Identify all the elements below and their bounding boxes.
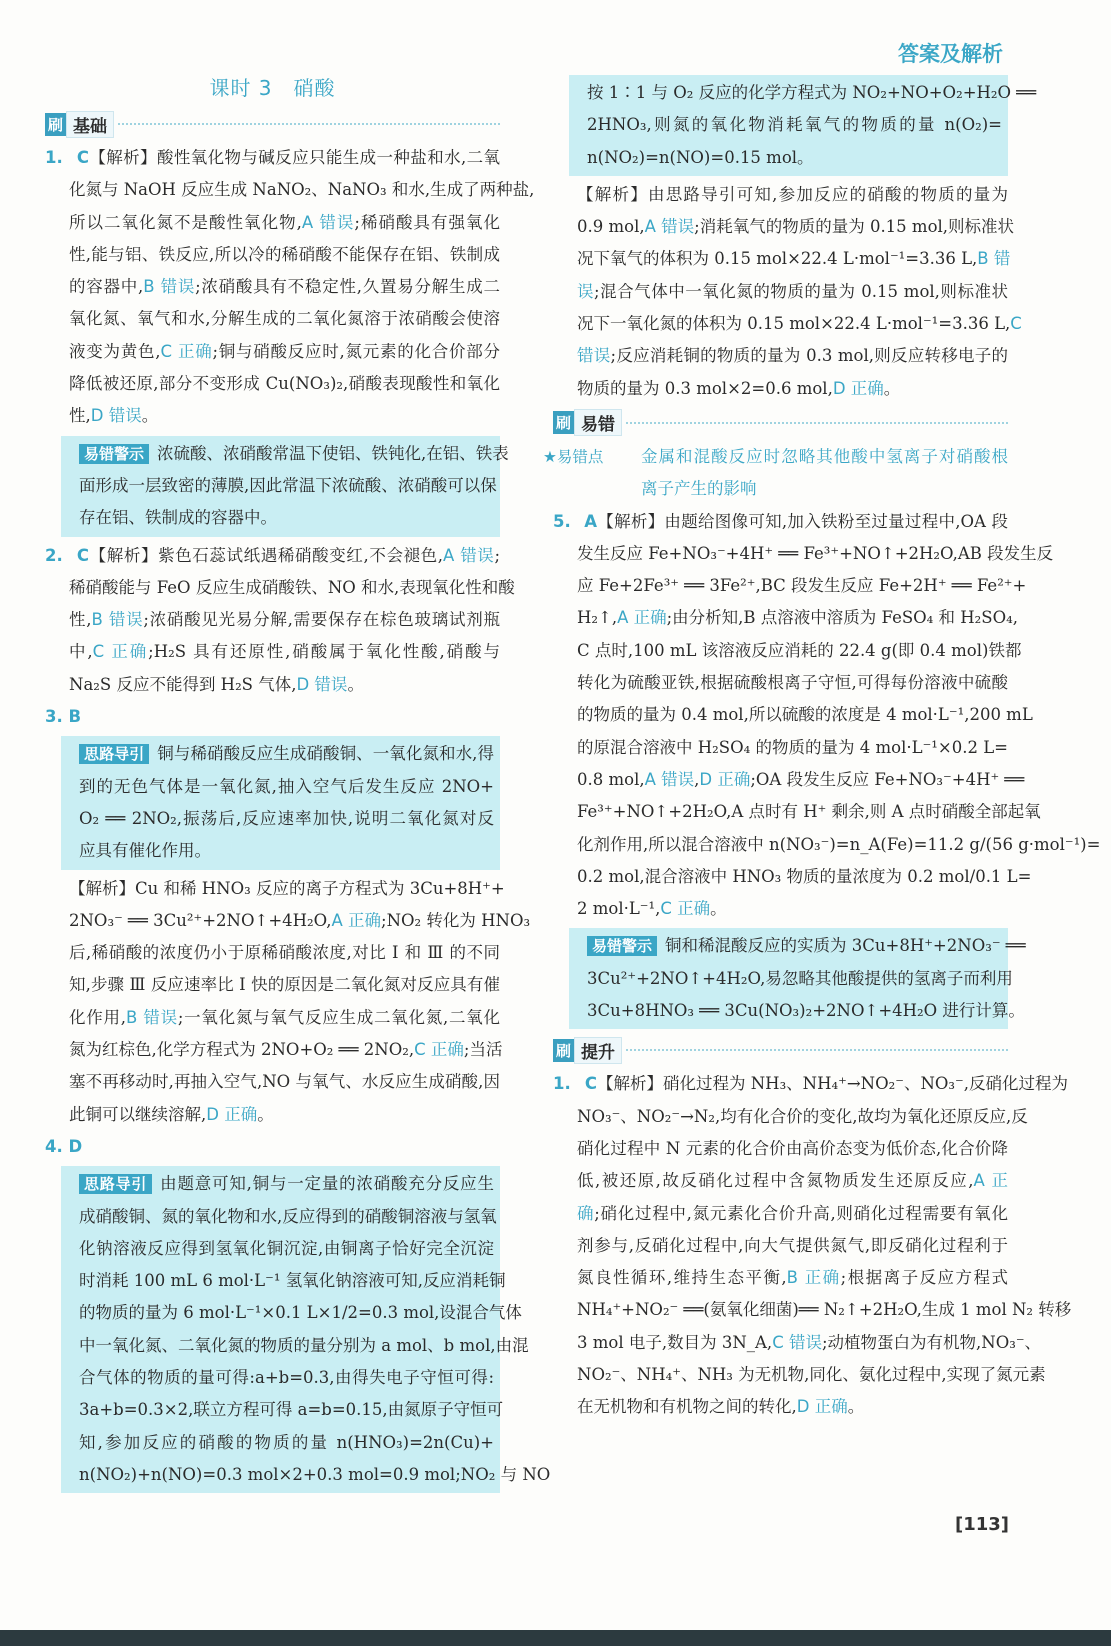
- highlight-box: [569, 75, 1037, 176]
- verdict-text: A 错误: [443, 545, 495, 565]
- verdict-text: A 正确: [617, 608, 667, 628]
- bottom-edge: [0, 1630, 1111, 1646]
- text-run: ;根据离子反应方程式: [840, 1268, 1008, 1288]
- text-line: [69, 303, 500, 335]
- text-line: [45, 701, 500, 733]
- text-line: [577, 699, 1033, 731]
- text-run: 此铜可以继续溶解,: [69, 1104, 207, 1124]
- text-run: ;硝化过程中,氮元素化合价升高,则硝化过程需要有氧化: [594, 1203, 1008, 1223]
- text-run: ;消耗氧气的物质的量为 0.15 mol,则标准状: [694, 217, 1015, 237]
- question-number: 5. A: [553, 511, 597, 531]
- text-run: 转化为硫酸亚铁,根据硫酸根离子守恒,可得每份溶液中硫酸: [577, 673, 1008, 693]
- text-run: 硝化过程中 N 元素的化合价由高价态变为低价态,化合价降: [577, 1138, 1008, 1158]
- text-run: 中一氧化氮、二氧化氮的物质的量分别为 a mol、b mol,由混: [79, 1335, 529, 1355]
- verdict-text: 确: [577, 1203, 595, 1223]
- text-line: [577, 893, 1008, 925]
- text-run: O₂ ══ 2NO₂,振荡后,反应速率加快,说明二氧化氮对反: [79, 808, 494, 828]
- text-line: [69, 1066, 500, 1098]
- text-run: 0.8 mol,: [577, 769, 645, 789]
- text-run: 2HNO₃,则氮的氧化物消耗氧气的物质的量 n(O₂)=: [587, 115, 1002, 135]
- text-run: 3 mol 电子,数目为 3N_A,: [577, 1332, 773, 1352]
- text-run: 按 1∶1 与 O₂ 反应的化学方程式为 NO₂+NO+O₂+H₂O ══: [587, 83, 1037, 102]
- text-run: 铜与稀硝酸反应生成硝酸铜、一氧化氮和水,得: [157, 744, 494, 764]
- text-run: n(NO₂)=n(NO)=0.15 mol。: [587, 147, 814, 167]
- text-line: [641, 473, 1008, 505]
- verdict-text: C 正确: [92, 642, 149, 662]
- section-name: 易错: [574, 409, 622, 436]
- text-run: 的物质的量为 0.4 mol,所以硫酸的浓度是 4 mol·L⁻¹,200 mL: [577, 705, 1033, 725]
- text-line: [587, 142, 1002, 174]
- text-run: ;混合气体中一氧化氮的物质的量为 0.15 mol,则标准状: [594, 281, 1009, 301]
- verdict-text: C: [1010, 314, 1022, 334]
- text-run: 化钠溶液反应得到氢氧化铜沉淀,由铜离子恰好完全沉淀: [79, 1238, 494, 1258]
- section-header: [553, 1032, 1008, 1068]
- text-line: [577, 211, 1015, 243]
- text-run: 3Cu+8HNO₃ ══ 3Cu(NO₃)₂+2NO↑+4H₂O 进行计算。: [587, 1001, 1025, 1021]
- verdict-text: B 错: [977, 249, 1011, 269]
- text-run: 所以二氧化氮不是酸性氧化物,: [69, 212, 302, 232]
- text-run: ;OA 段发生反应 Fe+NO₃⁻+4H⁺ ══: [750, 769, 1025, 789]
- text-run: 2 mol·L⁻¹,: [577, 899, 661, 919]
- text-line: [69, 604, 500, 636]
- text-run: 0.2 mol,混合溶液中 HNO₃ 物质的量浓度为 0.2 mol/0.1 L=: [577, 866, 1032, 886]
- text-line: [587, 963, 1013, 995]
- text-run: ;反应消耗铜的物质的量为 0.3 mol,则反应转移电子的: [610, 346, 1008, 366]
- text-run: 3a+b=0.3×2,联立方程可得 a=b=0.15,由氮原子守恒可: [79, 1400, 504, 1420]
- text-run: 。: [141, 406, 159, 426]
- answer-item: [45, 540, 515, 701]
- text-run: 化作用,: [69, 1007, 127, 1027]
- question-number: 1. C: [553, 1074, 597, 1094]
- verdict-text: B 错误: [91, 610, 144, 630]
- text-run: 存在铝、铁制成的容器中。: [79, 508, 277, 528]
- text-line: [577, 1327, 1042, 1359]
- verdict-text: A 错误: [644, 769, 695, 789]
- text-line: [79, 1362, 494, 1394]
- text-line: [69, 873, 505, 905]
- text-line: [79, 1168, 494, 1200]
- verdict-text: D 正确: [699, 769, 751, 789]
- verdict-text: A 正确: [331, 910, 382, 930]
- text-line: [577, 829, 1101, 861]
- text-run: 性,: [69, 610, 92, 630]
- text-run: Fe³⁺+NO↑+2H₂O,A 点时有 H⁺ 剩余,则 A 点时硝酸全部起氧: [577, 802, 1041, 822]
- text-line: [577, 1101, 1028, 1133]
- text-line: [577, 1198, 1008, 1230]
- text-run: 的物质的量为 6 mol·L⁻¹×0.1 L×1/2=0.3 mol,设混合气体: [79, 1303, 522, 1323]
- header-title: 答案及解析: [898, 42, 1003, 66]
- dotted-divider: [118, 123, 500, 125]
- text-run: 【解析】由思路导引可知,参加反应的硝酸的物质的量为: [577, 184, 1008, 204]
- text-line: [577, 179, 1008, 211]
- text-line: [69, 1002, 500, 1034]
- text-run: 【解析】Cu 和稀 HNO₃ 反应的离子方程式为 3Cu+8H⁺+: [69, 878, 505, 898]
- text-run: 氮良性循环,维持生态平衡,: [577, 1268, 787, 1288]
- verdict-text: 错误: [577, 346, 611, 366]
- text-run: 况下一氧化氮的体积为 0.15 mol×22.4 L·mol⁻¹=3.36 L,: [577, 314, 1011, 334]
- box-label: 思路导引: [79, 744, 149, 764]
- text-line: [577, 796, 1041, 828]
- text-line: [577, 276, 1008, 308]
- text-run: 发生反应 Fe+NO₃⁻+4H⁺ ══ Fe³⁺+NO↑+2H₂O,AB 段发生反: [577, 543, 1054, 563]
- text-run: n(NO₂)+n(NO)=0.3 mol×2+0.3 mol=0.9 mol;NO₂ 与 NO: [79, 1464, 551, 1484]
- verdict-text: B 错误: [126, 1007, 178, 1027]
- box-label: 思路导引: [79, 1174, 152, 1194]
- text-line: [553, 506, 1008, 538]
- text-run: 性,: [69, 406, 91, 426]
- section-tag: 刷: [45, 113, 66, 136]
- text-line: [577, 308, 1022, 340]
- text-line: [577, 340, 1008, 372]
- text-line: [587, 77, 1037, 109]
- text-line: [577, 635, 1022, 667]
- highlight-box: [61, 1166, 551, 1493]
- text-line: [69, 572, 515, 604]
- text-run: 降低被还原,部分不变形成 Cu(NO₃)₂,硝酸表现酸性和氧化: [69, 374, 500, 394]
- text-run: ;动植物蛋白为有机物,NO₃⁻、: [821, 1332, 1042, 1352]
- text-run: H₂↑,: [577, 608, 618, 628]
- text-line: [553, 1068, 1068, 1100]
- text-line: [69, 1099, 500, 1131]
- text-run: ;当活: [463, 1040, 503, 1060]
- text-run: 离子产生的影响: [641, 479, 757, 499]
- text-line: [79, 1394, 504, 1426]
- error-point-label: ★易错点: [543, 447, 604, 466]
- box-label: 易错警示: [79, 444, 149, 464]
- text-run: 时消耗 100 mL 6 mol·L⁻¹ 氢氧化钠溶液可知,反应消耗铜: [79, 1271, 506, 1291]
- text-run: 由题意可知,铜与一定量的浓硝酸充分反应生: [160, 1174, 494, 1194]
- lesson-title: 课时 3 硝酸: [209, 76, 336, 100]
- text-line: [45, 540, 500, 572]
- text-line: [69, 174, 535, 206]
- section-tag: 刷: [553, 411, 574, 434]
- text-line: [79, 1233, 494, 1265]
- text-line: [69, 239, 500, 271]
- section-name: 基础: [66, 111, 114, 138]
- text-run: 低,被还原,故反硝化过程中含氮物质发生还原反应,: [577, 1171, 974, 1191]
- verdict-text: D 错误: [296, 674, 348, 694]
- text-line: [577, 1165, 1008, 1197]
- verdict-text: C 正确: [160, 341, 213, 361]
- text-run: 。: [347, 674, 364, 694]
- verdict-text: C 错误: [772, 1332, 822, 1352]
- text-run: 成硝酸铜、氮的氧化物和水,反应得到的硝酸铜溶液与氢氧: [79, 1206, 497, 1226]
- text-run: 化氮与 NaOH 反应生成 NaNO₂、NaNO₃ 和水,生成了两种盐,: [69, 180, 535, 200]
- text-run: 。: [257, 1104, 274, 1124]
- verdict-text: D 正确: [796, 1397, 848, 1417]
- text-run: 剂参与,反硝化过程中,向大气提供氮气,即反硝化过程利于: [577, 1235, 1008, 1255]
- text-line: [577, 861, 1032, 893]
- text-run: 【解析】酸性氧化物与碱反应只能生成一种盐和水,二氧: [89, 148, 500, 167]
- text-run: ,: [694, 769, 700, 789]
- text-run: 性,能与铝、铁反应,所以冷的稀硝酸不能保存在铝、铁制成: [69, 244, 500, 264]
- text-line: [79, 502, 494, 534]
- question-number: 2. C: [45, 545, 89, 565]
- verdict-text: D 正确: [832, 378, 884, 398]
- text-line: [79, 470, 497, 502]
- text-line: [79, 1427, 494, 1459]
- text-run: 物质的量为 0.3 mol×2=0.6 mol,: [577, 378, 833, 398]
- text-line: [69, 937, 500, 969]
- text-line: [79, 1330, 529, 1362]
- text-run: 在无机物和有机物之间的转化,: [577, 1397, 797, 1417]
- text-line: [79, 835, 494, 867]
- text-line: [79, 1297, 522, 1329]
- text-line: [577, 1133, 1008, 1165]
- answer-item: [45, 701, 500, 733]
- text-run: ;浓硝酸见光易分解,需要保存在棕色玻璃试剂瓶: [143, 610, 500, 630]
- text-line: [79, 438, 509, 470]
- text-run: NO₂⁻、NH₄⁺、NH₃ 为无机物,同化、氨化过程中,实现了氮元素: [577, 1364, 1046, 1384]
- text-line: [577, 538, 1054, 570]
- text-line: [577, 243, 1011, 275]
- highlight-box: [61, 736, 500, 869]
- text-line: [69, 669, 500, 701]
- dotted-divider: [626, 1049, 1008, 1051]
- text-line: [69, 1034, 503, 1066]
- verdict-text: B 正确: [786, 1268, 841, 1288]
- verdict-text: C 正确: [660, 899, 711, 919]
- verdict-text: B 错误: [143, 277, 196, 297]
- section-name: 提升: [574, 1037, 622, 1064]
- section-header: [45, 106, 500, 142]
- text-run: 【解析】紫色石蕊试纸遇稀硝酸变红,不会褪色,: [89, 545, 444, 565]
- text-line: [577, 1230, 1008, 1262]
- text-run: ;由分析知,B 点溶液中溶质为 FeSO₄ 和 H₂SO₄,: [666, 608, 1018, 628]
- text-run: 【解析】硝化过程为 NH₃、NH₄⁺→NO₂⁻、NO₃⁻,反硝化过程为: [597, 1074, 1068, 1094]
- text-run: ;铜与硝酸反应时,氮元素的化合价部分: [212, 341, 500, 361]
- text-line: [577, 602, 1018, 634]
- text-run: 金属和混酸反应时忽略其他酸中氢离子对硝酸根: [641, 446, 1008, 466]
- question-number: 1. C: [45, 148, 89, 167]
- text-line: [79, 1459, 551, 1491]
- text-run: 。: [847, 1397, 865, 1417]
- text-line: [587, 930, 1026, 962]
- text-line: [45, 142, 500, 174]
- text-line: [577, 667, 1008, 699]
- text-run: 稀硝酸能与 FeO 反应生成硝酸铁、NO 和水,表现氧化性和酸: [69, 577, 515, 597]
- text-run: ;浓硝酸具有不稳定性,久置易分解生成二: [195, 277, 500, 297]
- verdict-text: A 正: [973, 1171, 1008, 1191]
- text-run: 2NO₃⁻ ══ 3Cu²⁺+2NO↑+4H₂O,: [69, 910, 332, 930]
- text-run: 0.9 mol,: [577, 217, 645, 237]
- text-run: ;: [494, 545, 500, 565]
- text-run: 浓硫酸、浓硝酸常温下使铝、铁钝化,在铝、铁表: [157, 443, 509, 463]
- text-run: 的容器中,: [69, 277, 144, 297]
- text-line: [587, 109, 1002, 141]
- highlight-box: [569, 928, 1026, 1029]
- text-line: [69, 368, 500, 400]
- text-line: [79, 1201, 497, 1233]
- verdict-text: D 正确: [206, 1104, 258, 1124]
- question-number: 4. D: [45, 1136, 83, 1156]
- text-run: C 点时,100 mL 该溶液反应消耗的 22.4 g(即 0.4 mol)铁都: [577, 640, 1022, 660]
- text-line: [69, 336, 500, 368]
- box-label: 易错警示: [587, 936, 657, 956]
- text-run: 后,稀硝酸的浓度仍小于原稀硝酸浓度,对比 Ⅰ 和 Ⅲ 的不同: [69, 943, 500, 963]
- left-column: [45, 70, 551, 1496]
- text-run: 液变为黄色,: [69, 341, 161, 361]
- text-run: 塞不再移动时,再抽入空气,NO 与氧气、水反应生成硝酸,因: [69, 1072, 500, 1092]
- text-run: NO₃⁻、NO₂⁻→N₂,均有化合价的变化,故均为氧化还原反应,反: [577, 1106, 1028, 1126]
- text-run: 合气体的物质的量可得:a+b=0.3,由得失电子守恒可得:: [79, 1367, 494, 1387]
- text-run: 知,参加反应的硝酸的物质的量 n(HNO₃)=2n(Cu)+: [79, 1432, 494, 1452]
- text-line: [69, 636, 500, 668]
- text-line: [577, 1262, 1008, 1294]
- text-line: [641, 441, 1008, 473]
- text-line: [69, 271, 500, 303]
- text-run: 3Cu²⁺+2NO↑+4H₂O,易忽略其他酸提供的氢离子而利用: [587, 968, 1013, 988]
- text-line: [69, 400, 500, 432]
- text-run: 况下氧气的体积为 0.15 mol×22.4 L·mol⁻¹=3.36 L,: [577, 249, 978, 269]
- text-line: [79, 1265, 506, 1297]
- text-run: 中,: [69, 642, 93, 662]
- text-line: [587, 995, 1025, 1027]
- analysis-paragraph: [45, 873, 531, 1131]
- answer-item: [553, 506, 1101, 926]
- text-line: [45, 1131, 500, 1163]
- text-line: [577, 1359, 1046, 1391]
- verdict-text: A 错误: [644, 217, 695, 237]
- text-line: [577, 1294, 1072, 1326]
- text-run: 知,步骤 Ⅲ 反应速率比 Ⅰ 快的原因是二氧化氮对反应具有催: [69, 975, 500, 995]
- answer-item: [45, 1131, 500, 1163]
- text-run: 应 Fe+2Fe³⁺ ══ 3Fe²⁺,BC 段发生反应 Fe+2H⁺ ══ Fe²⁺+: [577, 576, 1027, 596]
- section-header: [553, 405, 1008, 441]
- text-run: 。: [883, 378, 901, 398]
- text-line: [577, 764, 1025, 796]
- text-run: 。: [710, 899, 727, 919]
- answer-item: [45, 142, 535, 433]
- text-line: [79, 771, 494, 803]
- text-line: [577, 373, 1008, 405]
- verdict-text: D 错误: [90, 406, 142, 426]
- text-run: Na₂S 反应不能得到 H₂S 气体,: [69, 674, 297, 694]
- dotted-divider: [626, 422, 1008, 424]
- section-tag: 刷: [553, 1039, 574, 1062]
- text-run: 氧化氮、氧气和水,分解生成的二氧化氮溶于浓硝酸会使溶: [69, 309, 500, 329]
- text-line: [577, 732, 1008, 764]
- text-run: ;稀硝酸具有强氧化: [354, 212, 500, 232]
- verdict-text: C 正确: [414, 1040, 464, 1060]
- text-line: [577, 1391, 1008, 1423]
- text-run: 面形成一层致密的薄膜,因此常温下浓硫酸、浓硝酸可以保: [79, 475, 497, 495]
- analysis-paragraph: [553, 179, 1022, 405]
- text-line: [79, 738, 494, 770]
- text-line: [69, 905, 531, 937]
- text-run: 的原混合溶液中 H₂SO₄ 的物质的量为 4 mol·L⁻¹×0.2 L=: [577, 737, 1008, 757]
- verdict-text: 误: [577, 281, 595, 301]
- text-run: 应具有催化作用。: [79, 841, 211, 861]
- text-line: [69, 207, 500, 239]
- text-run: 铜和稀混酸反应的实质为 3Cu+8H⁺+2NO₃⁻ ══: [665, 936, 1026, 956]
- text-run: 到的无色气体是一氧化氮,抽入空气后发生反应 2NO+: [79, 776, 494, 796]
- text-run: 【解析】由题给图像可知,加入铁粉至过量过程中,OA 段: [597, 511, 1008, 531]
- error-point: [543, 441, 1008, 506]
- right-column: [543, 72, 1101, 1424]
- text-run: ;NO₂ 转化为 HNO₃: [381, 910, 531, 930]
- text-line: [69, 969, 500, 1001]
- highlight-box: [61, 436, 509, 537]
- text-run: 化剂作用,所以混合溶液中 n(NO₃⁻)=n_A(Fe)=11.2 g/(56 g·mol⁻¹)=: [577, 834, 1101, 854]
- text-run: 氮为红棕色,化学方程式为 2NO+O₂ ══ 2NO₂,: [69, 1040, 415, 1060]
- text-line: [79, 803, 494, 835]
- answer-item: [553, 1068, 1072, 1423]
- text-run: ;一氧化氮与氧气反应生成二氧化氮,二氧化: [177, 1007, 500, 1027]
- question-number: 3. B: [45, 707, 82, 727]
- text-run: ;H₂S 具有还原性,硝酸属于氧化性酸,硝酸与: [148, 642, 500, 662]
- verdict-text: A 错误: [301, 212, 355, 232]
- text-line: [577, 570, 1027, 602]
- text-run: NH₄⁺+NO₂⁻ ══(氨氧化细菌)══ N₂↑+2H₂O,生成 1 mol N₂ 转移: [577, 1300, 1072, 1320]
- page-number: [113]: [955, 1514, 1010, 1535]
